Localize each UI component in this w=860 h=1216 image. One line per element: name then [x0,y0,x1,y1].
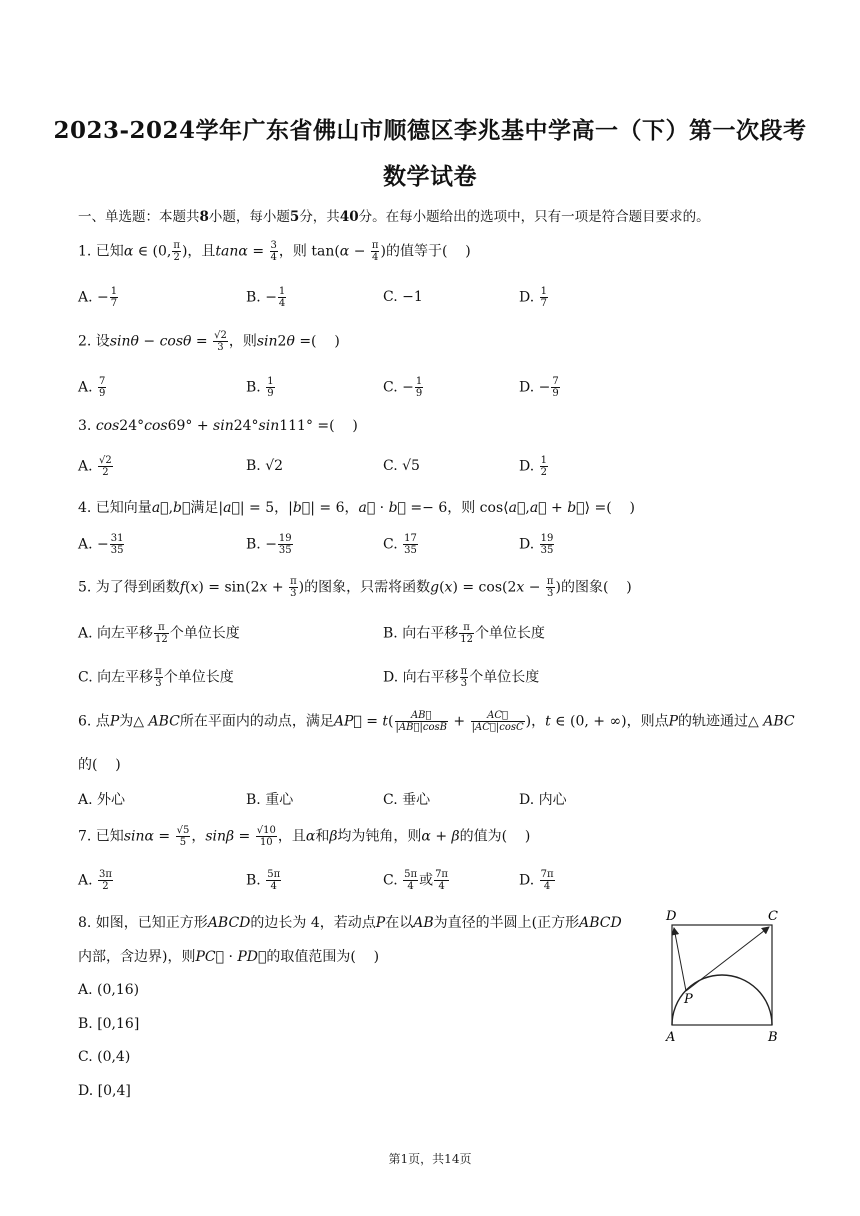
question-5-option-a: A. 向左平移 $\frac{\pi}{12}$ 个单位长度 [78,622,240,645]
vector-pd [674,928,686,991]
question-8-stem-cont: 内部，含边界)，则PC⃗ · PD⃗的取值范围为( ) [78,949,380,965]
question-4-option-b: B. − $\frac{19}{35}$ [246,533,292,556]
question-6-stem-cont: 的( ) [78,757,121,773]
question-1-option-c: C. −1 [383,289,423,305]
question-7-option-b: B. $\frac{5\pi}{4}$ [246,869,281,892]
question-4-option-a: A. − $\frac{31}{35}$ [78,533,124,556]
question-8-option-c: C. (0,4) [78,1049,131,1065]
question-3-option-d: D. $\frac{1}{2}$ [519,455,548,478]
page-title: 2023-2024学年广东省佛山市顺德区李兆基中学高一（下）第一次段考 [53,117,807,144]
question-3-option-a: A. $\frac{√2}{2}$ [78,455,112,478]
question-8-option-d: D. [0,4] [78,1083,131,1099]
question-1-option-d: D. $\frac{1}{7}$ [519,286,548,309]
question-8-figure [660,905,785,1045]
section-heading [78,205,710,225]
question-7-stem: 7. 已知sinα = $\frac{√5}{5}$ ，sinβ = $\frac{√10}{10}$ ，且α和β均为钝角，则α + β的值为( ) [78,825,531,848]
page-footer: 第1页，共14页 [388,1152,472,1166]
question-7-option-a: A. $\frac{3\pi}{2}$ [78,869,112,892]
question-6-option-c: C. 垂心 [383,792,431,808]
question-8-option-b: B. [0,16] [78,1016,140,1032]
question-6-option-b: B. 重心 [246,792,294,808]
question-3-option-b: B. √2 [246,458,284,474]
question-4-option-d: D. $\frac{19}{35}$ [519,533,554,556]
question-1-option-b: B. − $\frac{1}{4}$ [246,286,286,309]
question-4-option-c: C. $\frac{17}{35}$ [383,533,417,556]
question-5-option-c: C. 向左平移 $\frac{\pi}{3}$ 个单位长度 [78,666,234,689]
question-8-stem: 8. 如图，已知正方形ABCD的边长为 4，若动点P在以AB为直径的半圆上(正方形ABCD [78,915,622,931]
question-2-option-d: D. − $\frac{7}{9}$ [519,376,559,399]
label-b: B [768,1030,778,1045]
question-5-option-b: B. 向右平移 $\frac{\pi}{12}$ 个单位长度 [383,622,545,645]
question-1-option-a: A. − $\frac{1}{7}$ [78,286,118,309]
question-6-option-d: D. 内心 [519,792,567,808]
label-a: A [666,1030,676,1045]
page-subtitle: 数学试卷 [383,163,477,190]
question-5-stem: 5. 为了得到函数f(x) = sin(2x + $\frac{\pi}{3}$ )的图象，只需将函数g(x) = cos(2x − $\frac{\pi}{3}$ )的图象( ) [78,576,632,599]
question-6-stem: 6. 点P为△ ABC所在平面内的动点，满足AP⃗ = t( $\frac{AB⃗}{|AB⃗|\cos B}$ + $\frac{AC⃗}{|AC⃗|\cos C}$ )，t ∈ (0, + ∞)，则点P的轨迹通过△ ABC [78,710,795,733]
label-p: P [684,992,693,1007]
question-2-option-b: B. $\frac{1}{9}$ [246,376,274,399]
question-3-option-c: C. √5 [383,458,420,474]
question-1-stem: 1. 已知α ∈ (0, $\frac{\pi}{2}$ )，且tanα = $\frac{3}{4}$ ，则 tan(α − $\frac{\pi}{4}$ )的值等于( ) [78,240,471,263]
section-heading-text: 一、单选题：本题共8小题，每小题5分，共40分。在每小题给出的选项中，只有一项是符合题目要求的。 [78,209,710,225]
question-6-option-a: A. 外心 [78,792,126,808]
question-2-stem: 2. 设sinθ − cosθ = $\frac{√2}{3}$ ，则sin2θ =( ) [78,330,340,353]
label-d: D [666,909,677,924]
label-c: C [768,909,778,924]
vector-pc [686,927,769,991]
question-4-stem: 4. 已知向量a⃗,b⃗满足|a⃗| = 5，|b⃗| = 6，a⃗ · b⃗ =− 6，则 cos⟨a⃗,a⃗ + b⃗⟩ =( ) [78,500,635,516]
question-2-option-c: C. − $\frac{1}{9}$ [383,376,423,399]
question-7-option-c: C. $\frac{5\pi}{4}$ 或 $\frac{7\pi}{4}$ [383,869,448,892]
question-7-option-d: D. $\frac{7\pi}{4}$ [519,869,554,892]
question-8-option-a: A. (0,16) [78,982,140,998]
question-2-option-a: A. $\frac{7}{9}$ [78,376,106,399]
question-5-option-d: D. 向右平移 $\frac{\pi}{3}$ 个单位长度 [383,666,540,689]
question-3-stem: 3. cos24°cos69° + sin24°sin111° =( ) [78,418,358,434]
